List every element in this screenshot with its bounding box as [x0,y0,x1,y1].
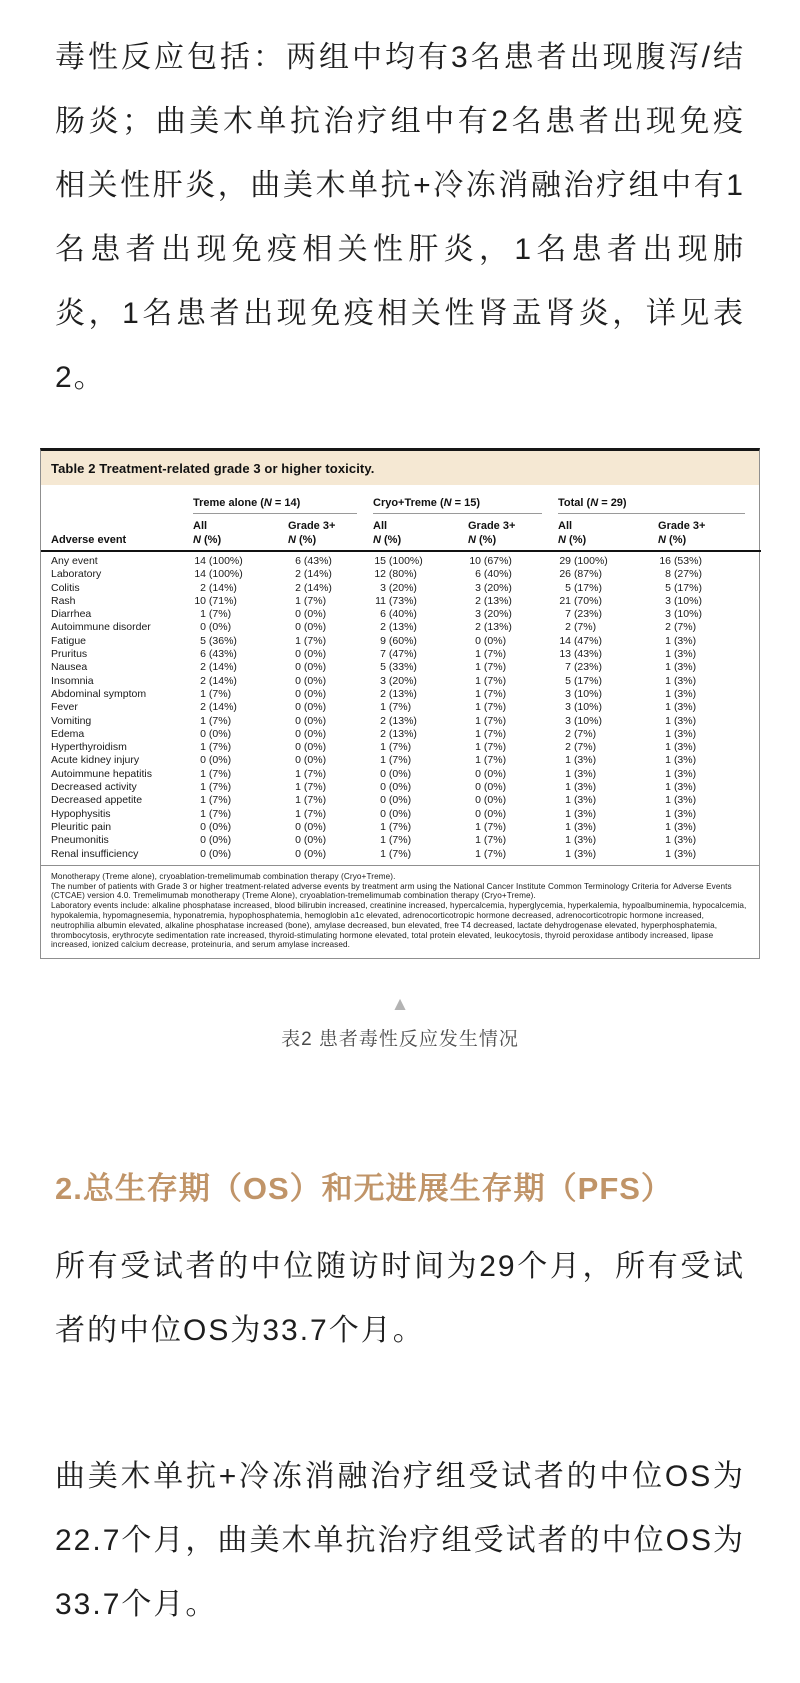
value-cell: 2 (7%) [565,727,597,740]
sub-header-cell: Grade 3+ [658,520,706,532]
value-cell: 0 (0%) [295,754,327,767]
value-cell: 26 (87%) [559,568,602,581]
value-cell: 0 (0%) [200,621,232,634]
value-cell: 0 (0%) [475,634,507,647]
value-cell: 5 (17%) [565,581,602,594]
value-cell: 0 (0%) [380,807,412,820]
adverse-event-label: Decreased activity [51,781,137,794]
value-cell: 7 (23%) [565,608,602,621]
table-row [41,754,761,767]
unit-header-cell: N (%) [468,532,558,551]
unit-header-cell: N (%) [193,532,288,551]
value-cell: 1 (7%) [200,608,232,621]
value-cell: 9 (60%) [380,634,417,647]
table2-caption: 表2 患者毒性反应发生情况 [281,1029,519,1051]
table-row [41,808,761,821]
value-cell: 0 (0%) [295,741,327,754]
value-cell: 0 (0%) [295,661,327,674]
value-cell: 2 (7%) [665,621,697,634]
value-cell: 7 (23%) [565,661,602,674]
triangle-up-icon: ▲ [390,994,410,1016]
value-cell: 1 (7%) [475,714,507,727]
table-row [41,595,761,608]
value-cell: 2 (14%) [200,581,237,594]
value-cell: 1 (7%) [295,594,327,607]
value-cell: 21 (70%) [559,594,602,607]
table-row [41,608,761,621]
value-cell: 1 (3%) [565,754,597,767]
value-cell: 3 (10%) [665,594,702,607]
table-row [41,675,761,688]
value-cell: 0 (0%) [295,621,327,634]
adverse-event-label: Nausea [51,661,88,674]
spacer-cell [41,514,193,532]
value-cell: 1 (3%) [665,741,697,754]
value-cell: 3 (10%) [565,714,602,727]
value-cell: 2 (14%) [295,581,332,594]
adverse-event-label: Insomnia [51,674,94,687]
value-cell: 1 (7%) [295,634,327,647]
group-header-row [41,485,761,514]
value-cell: 2 (13%) [475,594,512,607]
value-cell: 1 (7%) [380,701,412,714]
value-cell: 1 (7%) [200,714,232,727]
adverse-event-label: Diarrhea [51,608,92,621]
value-cell: 1 (3%) [565,807,597,820]
value-cell: 1 (3%) [665,820,697,833]
value-cell: 1 (7%) [200,687,232,700]
value-cell: 1 (3%) [665,807,697,820]
adverse-event-label: Vomiting [51,714,92,727]
column-group-header: Treme alone (N = 14) [193,485,373,514]
value-cell: 14 (100%) [194,555,243,567]
adverse-event-label: Any event [51,555,98,567]
column-group-header: Cryo+Treme (N = 15) [373,485,558,514]
value-cell: 6 (43%) [295,555,332,567]
value-cell: 8 (27%) [665,568,702,581]
value-cell: 2 (7%) [565,741,597,754]
table-row [41,728,761,741]
value-cell: 10 (67%) [469,555,512,567]
table-row [41,834,761,847]
value-cell: 1 (3%) [665,648,697,661]
value-cell: 15 (100%) [374,555,423,567]
table-row [41,701,761,714]
value-cell: 0 (0%) [200,754,232,767]
table-row [41,821,761,834]
value-cell: 1 (3%) [565,781,597,794]
value-cell: 3 (10%) [565,687,602,700]
value-cell: 1 (7%) [295,807,327,820]
value-cell: 11 (73%) [375,594,417,607]
value-cell: 0 (0%) [295,701,327,714]
value-cell: 6 (40%) [380,608,417,621]
table2-title: Table 2 Treatment-related grade 3 or higher toxicity. [41,451,759,485]
value-cell: 0 (0%) [380,781,412,794]
value-cell: 1 (7%) [475,820,507,833]
value-cell: 6 (40%) [475,568,512,581]
paragraph-followup-os: 所有受试者的中位随访时间为29个月，所有受试者的中位OS为33.7个月。 [55,1250,745,1348]
value-cell: 1 (7%) [200,781,232,794]
table-body [41,551,761,865]
value-cell: 3 (20%) [475,581,512,594]
footnote-line: Monotherapy (Treme alone), cryoablation-tremelimumab combination therapy (Cryo+Treme). [51,871,396,881]
value-cell: 1 (7%) [475,661,507,674]
value-cell: 1 (7%) [475,834,507,847]
value-cell: 2 (13%) [475,621,512,634]
unit-header-cell: N (%) [658,532,761,551]
value-cell: 0 (0%) [295,834,327,847]
value-cell: 1 (7%) [200,741,232,754]
table-row [41,794,761,807]
adverse-event-label: Rash [51,594,76,607]
sub-header-cell: Grade 3+ [288,520,336,532]
table-row [41,661,761,674]
footnote-line: The number of patients with Grade 3 or higher treatment-related adverse events by treatment arm using the National Cancer Institute Common Terminology Criteria for Adverse Events (CTCAE) version 4.0. Tremelimumab monotherapy (Treme Alone), cryoablation-tremelimumab combination therapy (Cryo+Treme). [51,881,732,901]
value-cell: 1 (3%) [565,820,597,833]
value-cell: 1 (3%) [665,661,697,674]
value-cell: 29 (100%) [559,555,608,567]
value-cell: 1 (3%) [665,767,697,780]
value-cell: 1 (7%) [200,807,232,820]
value-cell: 2 (14%) [200,661,237,674]
value-cell: 1 (7%) [295,767,327,780]
value-cell: 1 (7%) [200,794,232,807]
column-group-header: Total (N = 29) [558,485,761,514]
value-cell: 1 (7%) [475,674,507,687]
adverse-event-label: Edema [51,727,85,740]
value-cell: 1 (7%) [380,847,412,860]
value-cell: 14 (47%) [559,634,602,647]
value-cell: 1 (3%) [665,701,697,714]
value-cell: 0 (0%) [295,687,327,700]
value-cell: 0 (0%) [295,727,327,740]
value-cell: 0 (0%) [295,648,327,661]
value-cell: 3 (20%) [475,608,512,621]
row-header-label: Adverse event [41,532,193,551]
value-cell: 0 (0%) [295,714,327,727]
value-cell: 1 (7%) [295,794,327,807]
footnote-line: Laboratory events include: alkaline phosphatase increased, blood bilirubin increased, creatinine increased, hypercalcemia, hyperglycemia, hyperkalemia, hypoalbuminemia, hypocalcemia, hypokalemia, hypomagnesemia, hyponatremia, hypophosphatemia, hemoglobin a1c elevated, adrenocorticotropic hormone decreased, adrenocorticotropic hormone increased, neutrophilia albumin elevated, alkaline phosphatase increased (bone), amylase decreased, bun elevated, free T4 decreased, lactate dehydrogenase elevated, hyperphosphatemia, thrombocytosis, erythrocyte sedimentation rate increased, thyroid-stimulating hormone elevated, total protein elevated, leukocytosis, thyroid peroxidase antibody increased, lipase increased, ionized calcium decrease, proteinuria, and serum amylase increased. [51,901,747,950]
table-row [41,648,761,661]
adverse-event-label: Hypophysitis [51,807,111,820]
value-cell: 0 (0%) [295,674,327,687]
value-cell: 0 (0%) [295,820,327,833]
value-cell: 0 (0%) [475,794,507,807]
unit-header-cell: N (%) [373,532,468,551]
unit-header-cell: N (%) [558,532,658,551]
value-cell: 1 (3%) [665,714,697,727]
sub-header-cell: Grade 3+ [468,520,516,532]
table-row [41,582,761,595]
value-cell: 6 (43%) [200,648,237,661]
value-cell: 2 (7%) [565,621,597,634]
value-cell: 1 (3%) [665,781,697,794]
value-cell: 1 (7%) [200,767,232,780]
spacer-cell [41,485,193,514]
value-cell: 0 (0%) [295,847,327,860]
adverse-event-label: Acute kidney injury [51,754,140,767]
sub-header-cell: All [193,520,208,532]
value-cell: 1 (7%) [475,847,507,860]
value-cell: 1 (7%) [475,687,507,700]
value-cell: 5 (17%) [665,581,702,594]
adverse-event-label: Hyperthyroidism [51,741,127,754]
value-cell: 1 (3%) [665,634,697,647]
table2-figure [40,448,760,959]
value-cell: 1 (3%) [565,847,597,860]
adverse-event-label: Abdominal symptom [51,687,147,700]
value-cell: 0 (0%) [200,727,232,740]
adverse-event-label: Autoimmune disorder [51,621,151,634]
value-cell: 0 (0%) [200,847,232,860]
value-cell: 1 (7%) [380,741,412,754]
value-cell: 2 (13%) [380,727,417,740]
paragraph-os-by-group: 曲美木单抗+冷冻消融治疗组受试者的中位OS为22.7个月，曲美木单抗治疗组受试者的中位OS为33.7个月。 [55,1460,745,1622]
value-cell: 1 (3%) [665,727,697,740]
value-cell: 2 (13%) [380,687,417,700]
value-cell: 1 (7%) [475,754,507,767]
value-cell: 0 (0%) [475,807,507,820]
value-cell: 1 (7%) [475,701,507,714]
unit-header-cell: N (%) [288,532,373,551]
section-heading-os-pfs: 2.总生存期（OS）和无进展生存期（PFS） [55,1171,673,1207]
value-cell: 1 (3%) [665,834,697,847]
value-cell: 1 (7%) [295,781,327,794]
value-cell: 1 (7%) [475,727,507,740]
adverse-event-label: Pneumonitis [51,834,109,847]
value-cell: 1 (7%) [475,741,507,754]
sub-header-row [41,514,761,532]
value-cell: 1 (3%) [665,794,697,807]
value-cell: 1 (7%) [475,648,507,661]
value-cell: 0 (0%) [475,767,507,780]
value-cell: 16 (53%) [659,555,702,567]
value-cell: 0 (0%) [380,794,412,807]
value-cell: 1 (7%) [380,754,412,767]
value-cell: 3 (10%) [665,608,702,621]
table-row [41,551,761,568]
table-row [41,568,761,581]
adverse-event-label: Pruritus [51,648,88,661]
adverse-event-label: Laboratory [51,568,102,581]
adverse-event-label: Fatigue [51,634,87,647]
value-cell: 5 (33%) [380,661,417,674]
sub-header-cell: All [373,520,388,532]
table-row [41,715,761,728]
table-row [41,848,761,865]
paragraph-toxicity-summary: 毒性反应包括：两组中均有3名患者出现腹泻/结肠炎；曲美木单抗治疗组中有2名患者出现免疫相关性肝炎，曲美木单抗+冷冻消融治疗组中有1名患者出现免疫相关性肝炎，1名患者出现肺炎，1名患者出现免疫相关性肾盂肾炎，详见表2。 [55,41,745,394]
value-cell: 0 (0%) [200,820,232,833]
value-cell: 1 (7%) [380,834,412,847]
unit-header-row [41,532,761,551]
value-cell: 1 (7%) [380,820,412,833]
table2-image [40,448,760,959]
value-cell: 5 (17%) [565,674,602,687]
adverse-event-label: Pleuritic pain [51,820,112,833]
table-row [41,635,761,648]
sub-header-cell: All [558,520,573,532]
value-cell: 0 (0%) [380,767,412,780]
value-cell: 13 (43%) [559,648,602,661]
value-cell: 1 (3%) [665,674,697,687]
table-row [41,741,761,754]
value-cell: 2 (14%) [295,568,332,581]
value-cell: 3 (10%) [565,701,602,714]
table-row [41,688,761,701]
table-footnotes [41,865,759,958]
value-cell: 1 (3%) [565,767,597,780]
value-cell: 14 (100%) [194,568,243,581]
value-cell: 3 (20%) [380,674,417,687]
table-row [41,768,761,781]
value-cell: 1 (3%) [565,834,597,847]
adverse-event-table [41,485,761,865]
value-cell: 2 (13%) [380,714,417,727]
adverse-event-label: Renal insufficiency [51,847,139,860]
value-cell: 0 (0%) [475,781,507,794]
value-cell: 2 (14%) [200,674,237,687]
adverse-event-label: Decreased appetite [51,794,143,807]
adverse-event-label: Autoimmune hepatitis [51,767,152,780]
adverse-event-label: Fever [51,701,78,714]
value-cell: 2 (13%) [380,621,417,634]
value-cell: 0 (0%) [200,834,232,847]
value-cell: 1 (3%) [665,847,697,860]
table-header [41,485,761,551]
value-cell: 2 (14%) [200,701,237,714]
value-cell: 3 (20%) [380,581,417,594]
table-row [41,621,761,634]
value-cell: 7 (47%) [380,648,417,661]
value-cell: 12 (80%) [374,568,417,581]
value-cell: 10 (71%) [194,594,237,607]
adverse-event-label: Colitis [51,581,80,594]
value-cell: 5 (36%) [200,634,237,647]
value-cell: 1 (3%) [665,687,697,700]
value-cell: 1 (3%) [565,794,597,807]
table-row [41,781,761,794]
value-cell: 1 (3%) [665,754,697,767]
value-cell: 0 (0%) [295,608,327,621]
